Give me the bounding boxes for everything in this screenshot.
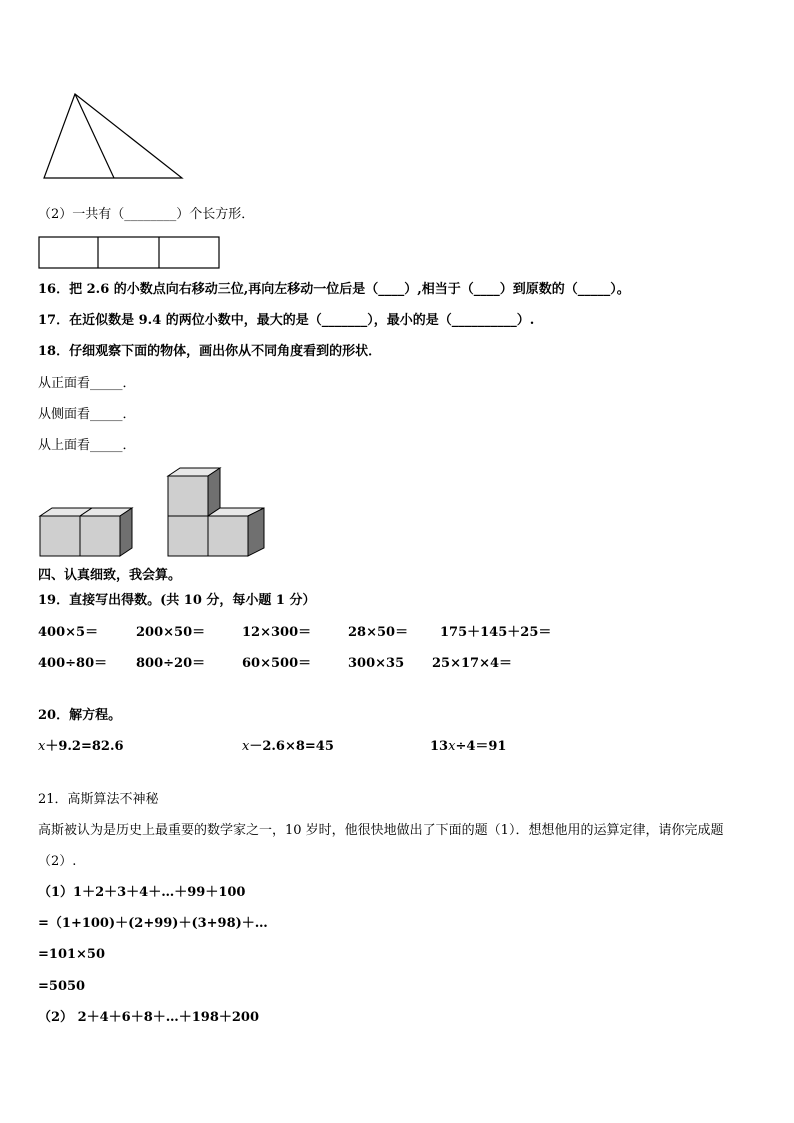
triangle-figure — [40, 90, 190, 185]
q20-equations — [0, 739, 794, 755]
q18-side-view: 从侧面看_____． — [38, 407, 136, 422]
q21-line-1: （1）1＋2＋3＋4＋…＋99＋100 — [38, 885, 246, 900]
q19-item: 400×5＝ — [38, 625, 99, 640]
equation-2: x－2.6×8=45 — [242, 739, 334, 754]
q19-title: 19．直接写出得数。(共 10 分，每小题 1 分） — [38, 593, 316, 608]
rectangle-strip-figure — [38, 236, 222, 270]
q18-front-view: 从正面看_____． — [38, 376, 136, 391]
q19-item: 25×17×4＝ — [432, 656, 513, 671]
q21-line-5: （2） 2＋4＋6＋8＋…＋198＋200 — [38, 1010, 260, 1025]
section-4-heading: 四、认真细致，我会算。 — [38, 568, 182, 583]
left-object — [40, 508, 132, 556]
equation-1: x＋9.2=82.6 — [38, 739, 124, 754]
q21-title: 21．高斯算法不神秘 — [38, 792, 159, 807]
q19-item: 400÷80＝ — [38, 656, 108, 671]
q19-item: 60×500＝ — [242, 656, 312, 671]
q21-paragraph: 高斯被认为是历史上最重要的数学家之一，10 岁时，他很快地做出了下面的题（1）．想想他用的运算定律，请你完成题（2）. — [38, 823, 724, 869]
q19-item: 200×50＝ — [136, 625, 206, 640]
q15-part2: （2）一共有（________）个长方形． — [38, 207, 255, 222]
q21-line-4: =5050 — [38, 979, 86, 994]
equation-3: 13x÷4＝91 — [430, 739, 507, 754]
right-object — [168, 468, 264, 556]
q19-row-2 — [0, 656, 794, 672]
q16: 16．把 2.6 的小数点向右移动三位,再向左移动一位后是（____）,相当于（____）到原数的（_____）。 — [38, 282, 630, 297]
q19-item: 300×35 — [348, 656, 405, 671]
q19-item: 175＋145＋25＝ — [440, 625, 552, 640]
q20-title: 20．解方程。 — [38, 708, 122, 723]
q17: 17．在近似数是 9.4 的两位小数中，最大的是（_______），最小的是（__________）. — [38, 313, 535, 328]
q19-item: 28×50＝ — [348, 625, 409, 640]
strip-outline — [39, 237, 219, 268]
triangle-outline — [44, 94, 182, 178]
q21-line-3: =101×50 — [38, 947, 106, 962]
q19-item: 12×300＝ — [242, 625, 312, 640]
q19-item: 800÷20＝ — [136, 656, 206, 671]
q18-top-view: 从上面看_____． — [38, 438, 136, 453]
q21-line-2: =（1+100)＋(2+99)＋(3+98)＋… — [38, 916, 268, 931]
cubes-figure — [36, 466, 268, 560]
q18-title: 18．仔细观察下面的物体，画出你从不同角度看到的形状． — [38, 344, 382, 359]
triangle-inner-line — [75, 94, 114, 178]
q19-row-1 — [0, 625, 794, 641]
